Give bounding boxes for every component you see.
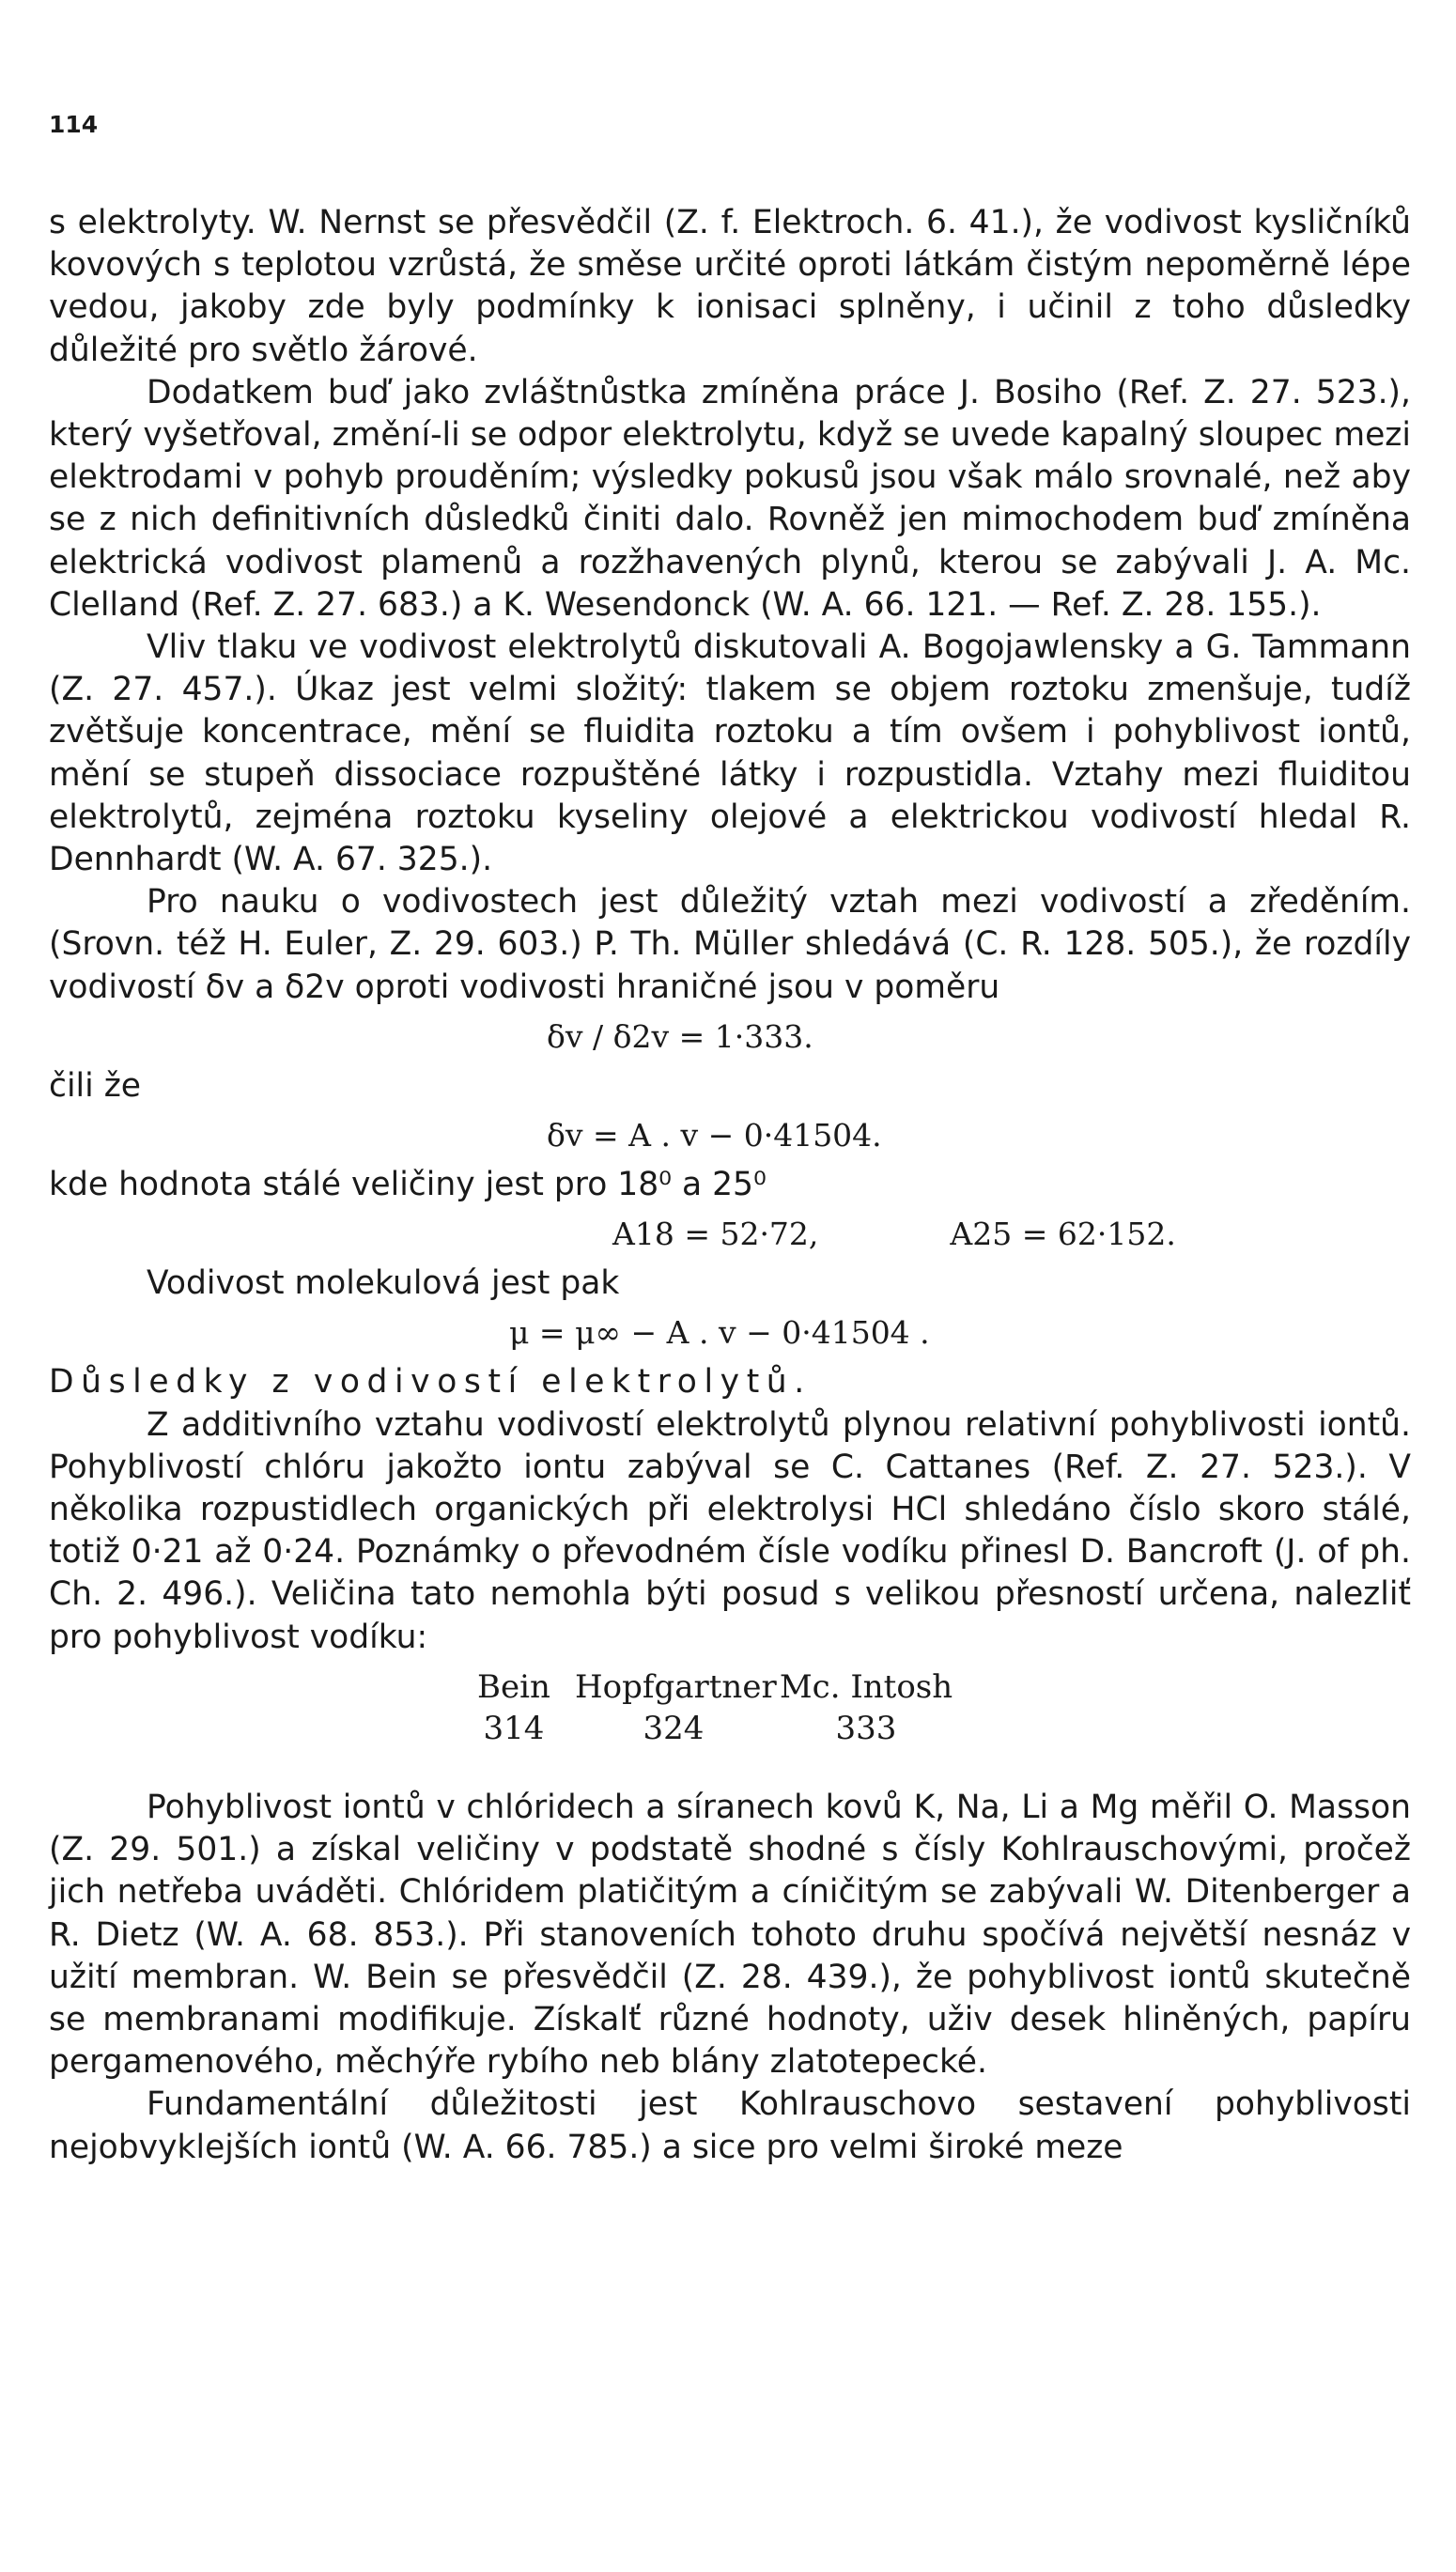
book-page [49,0,1411,2572]
paragraph-bosi: Dodatkem buď jako zvláštnůstka zmíněna práce J. Bosiho (Ref. Z. 27. 523.), který vyšetřoval, změní-li se odpor elektrolytu, když se uvede kapalný sloupec mezi elektrodami v pohyb prouděním; výsledky pokusů jsou však málo srovnalé, než aby se z nich definitivních důsledků činiti dalo. Rovněž jen mimochodem buď zmíněna elektrická vodivost plamenů a rozžhavených plynů, kterou se zabývali J. A. Mc. Clelland (Ref. Z. 27. 683.) a K. Wesendonck (W. A. 66. 121. — Ref. Z. 28. 155.). [49,373,1411,624]
paragraph-pressure: Vliv tlaku ve vodivost elektrolytů diskutovali A. Bogojawlensky a G. Tammann (Z. 27. 457.). Úkaz jest velmi složitý: tlakem se objem roztoku zmenšuje, tudíž zvětšuje koncentrace, mění se fluidita roztoku a tím ovšem i pohyblivost iontů, mění se stupeň dissociace rozpuštěné látky i rozpustidla. Vztahy mezi fluiditou elektrolytů, zejména roztoku kyseliny olejové a elektrickou vodivostí hledal R. Dennhardt (W. A. 67. 325.). [49,628,1411,879]
table-cell: 314 [483,1709,545,1747]
section-heading: Důsledky z vodivostí elektrolytů. [49,1363,812,1402]
equation-ratio: δv / δ2v = 1·333. [547,1017,813,1055]
paragraph-kohlrausch: Fundamentální důležitosti jest Kohlrauschovo sestavení pohyblivosti nejobvyklejších iontů (W. A. 66. 785.) a sice pro velmi široké meze [49,2085,1411,2166]
equation-constants [49,1214,1411,1255]
table-header: Mc. Intosh [779,1667,953,1706]
paragraph-additive: Z additivního vztahu vodivostí elektrolytů plynou relativní pohyblivosti iontů. Pohyblivostí chlóru jakožto iontu zabýval se C. Cattanes (Ref. Z. 27. 523.). V několika rozpustidlech organických při elektrolysi HCl shledáno číslo skoro stálé, totiž 0·21 až 0·24. Poznámky o převodném čísle vodíku přinesl D. Bancroft (J. of ph. Ch. 2. 496.). Veličina tato nemohla býti posud s velikou přesností určena, nalezliť pro pohyblivost vodíku: [49,1405,1411,1656]
table-cell: 333 [835,1709,897,1747]
paragraph-dilution: Pro nauku o vodivostech jest důležitý vztah mezi vodivostí a zředěním. (Srovn. též H. Euler, Z. 29. 603.) P. Th. Müller shledává (C. R. 128. 505.), že rozdíly vodivostí δv a δ2v oproti vodivosti hraničné jsou v poměru [49,883,1411,1006]
paragraph-nernst: s elektrolyty. W. Nernst se přesvědčil (Z. f. Elektroch. 6. 41.), že vodivost kysličníků kovových s teplotou vzrůstá, že směse určité oproti látkám čistým nepoměrně lépe vedou, jakoby zde byly podmínky k ionisaci splněny, i učinil z toho důsledky důležité pro světlo žárové. [49,204,1411,369]
table-header: Hopfgartner [575,1667,777,1706]
page-number: 114 [49,111,99,138]
paragraph-cili-ze: čili že [49,1066,142,1105]
equation-a18: A18 = 52·72, [612,1216,819,1253]
table-cell: 324 [643,1709,705,1747]
equation-a25: A25 = 62·152. [950,1216,1176,1253]
paragraph-masson: Pohyblivost iontů v chlóridech a síranech kovů K, Na, Li a Mg měřil O. Masson (Z. 29. 501.) a získal veličiny v podstatě shodné s čísly Kohlrauschovými, pročež jich netřeba uváděti. Chlóridem platičitým a cíničitým se zabývali W. Ditenberger a R. Dietz (W. A. 68. 853.). Při stanoveních tohoto druhu spočívá největší nesnáz v užití membran. W. Bein se přesvědčil (Z. 28. 439.), že pohyblivost iontů skutečně se membranami modifikuje. Získalť různé hodnoty, uživ desek hliněných, papíru pergamenového, měchýře rybího neb blány zlatotepecké. [49,1788,1411,2082]
paragraph-constant: kde hodnota stálé veličiny jest pro 18⁰ a 25⁰ [49,1166,767,1204]
paragraph-molar: Vodivost molekulová jest pak [147,1264,620,1303]
equation-power: δv = A . v − 0·41504. [547,1117,882,1154]
equation-molar: μ = μ∞ − A . v − 0·41504 . [509,1314,930,1352]
hydrogen-mobility-table [453,1666,1411,1749]
table-header: Bein [477,1667,550,1706]
body-text [49,202,1411,2169]
